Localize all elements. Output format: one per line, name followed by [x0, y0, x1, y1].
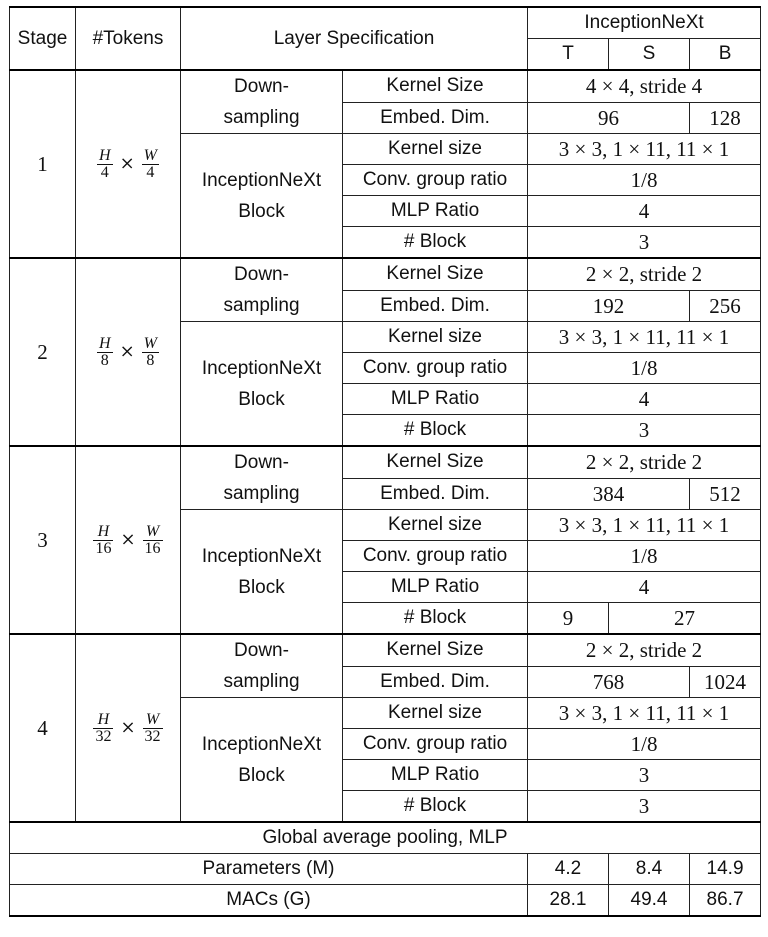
stage-number: 2: [10, 258, 76, 446]
embed-dim-ts: 96: [528, 102, 690, 134]
downsampling-label: Down- sampling: [181, 446, 343, 510]
stage-1-row-ds-kernel: [10, 70, 761, 102]
header-variant-t: T: [528, 39, 609, 71]
header-layer-spec: Layer Specification: [181, 7, 528, 70]
parameters-label: Parameters (M): [10, 854, 528, 885]
block-label: InceptionNeXt Block: [181, 134, 343, 259]
kernel-size-label: Kernel Size: [343, 446, 528, 478]
mlp-ratio-label: MLP Ratio: [343, 196, 528, 227]
mlp-ratio-value: 4: [528, 572, 761, 603]
header-tokens: #Tokens: [76, 7, 181, 70]
group-ratio-value: 1/8: [528, 165, 761, 196]
group-ratio-value: 1/8: [528, 541, 761, 572]
kernel-size-label: Kernel size: [343, 510, 528, 541]
embed-dim-b: 256: [690, 290, 761, 322]
mlp-ratio-value: 4: [528, 196, 761, 227]
mlp-ratio-label: MLP Ratio: [343, 384, 528, 415]
num-block-value-sb: 27: [609, 603, 761, 635]
embed-dim-b: 512: [690, 478, 761, 510]
macs-s: 49.4: [609, 885, 690, 917]
num-block-label: # Block: [343, 227, 528, 259]
num-block-value: 3: [528, 791, 761, 823]
num-block-value: 3: [528, 227, 761, 259]
macs-label: MACs (G): [10, 885, 528, 917]
stage-4-row-ds-kernel: [10, 634, 761, 666]
token-size: $\frac{H}{32}$ × $\frac{W}{32}$: [76, 634, 181, 822]
architecture-table-container: [9, 6, 760, 917]
kernel-size-label: Kernel size: [343, 322, 528, 353]
macs-t: 28.1: [528, 885, 609, 917]
group-ratio-label: Conv. group ratio: [343, 165, 528, 196]
group-ratio-label: Conv. group ratio: [343, 729, 528, 760]
block-label: InceptionNeXt Block: [181, 510, 343, 635]
ds-kernel-value: 2 × 2, stride 2: [528, 258, 761, 290]
ds-kernel-value: 2 × 2, stride 2: [528, 634, 761, 666]
stage-2-row-ds-kernel: [10, 258, 761, 290]
downsampling-label: Down- sampling: [181, 634, 343, 698]
parameters-s: 8.4: [609, 854, 690, 885]
parameters-b: 14.9: [690, 854, 761, 885]
header-row-1: [10, 7, 761, 39]
mlp-ratio-label: MLP Ratio: [343, 572, 528, 603]
num-block-label: # Block: [343, 603, 528, 635]
parameters-row: [10, 854, 761, 885]
num-block-label: # Block: [343, 791, 528, 823]
embed-dim-label: Embed. Dim.: [343, 102, 528, 134]
global-pooling-row: [10, 822, 761, 854]
kernel-size-label: Kernel size: [343, 134, 528, 165]
ds-kernel-value: 2 × 2, stride 2: [528, 446, 761, 478]
block-label: InceptionNeXt Block: [181, 322, 343, 447]
stage-3-row-ds-kernel: [10, 446, 761, 478]
num-block-value: 3: [528, 415, 761, 447]
group-ratio-label: Conv. group ratio: [343, 541, 528, 572]
token-size: $\frac{H}{16}$ × $\frac{W}{16}$: [76, 446, 181, 634]
ds-kernel-value: 4 × 4, stride 4: [528, 70, 761, 102]
header-stage: Stage: [10, 7, 76, 70]
embed-dim-b: 1024: [690, 666, 761, 698]
mlp-ratio-label: MLP Ratio: [343, 760, 528, 791]
block-label: InceptionNeXt Block: [181, 698, 343, 823]
token-size: $\frac{H}{4}$ × $\frac{W}{4}$: [76, 70, 181, 258]
embed-dim-ts: 768: [528, 666, 690, 698]
stage-number: 4: [10, 634, 76, 822]
group-ratio-label: Conv. group ratio: [343, 353, 528, 384]
macs-b: 86.7: [690, 885, 761, 917]
block-kernel-value: 3 × 3, 1 × 11, 11 × 1: [528, 510, 761, 541]
macs-row: [10, 885, 761, 917]
group-ratio-value: 1/8: [528, 353, 761, 384]
mlp-ratio-value: 4: [528, 384, 761, 415]
mlp-ratio-value: 3: [528, 760, 761, 791]
embed-dim-label: Embed. Dim.: [343, 478, 528, 510]
token-size: $\frac{H}{8}$ × $\frac{W}{8}$: [76, 258, 181, 446]
block-kernel-value: 3 × 3, 1 × 11, 11 × 1: [528, 698, 761, 729]
kernel-size-label: Kernel size: [343, 698, 528, 729]
block-kernel-value: 3 × 3, 1 × 11, 11 × 1: [528, 134, 761, 165]
global-pooling-label: Global average pooling, MLP: [10, 822, 761, 854]
downsampling-label: Down- sampling: [181, 258, 343, 322]
group-ratio-value: 1/8: [528, 729, 761, 760]
downsampling-label: Down- sampling: [181, 70, 343, 134]
num-block-label: # Block: [343, 415, 528, 447]
embed-dim-ts: 192: [528, 290, 690, 322]
kernel-size-label: Kernel Size: [343, 70, 528, 102]
embed-dim-ts: 384: [528, 478, 690, 510]
stage-number: 1: [10, 70, 76, 258]
header-variant-s: S: [609, 39, 690, 71]
num-block-value-t: 9: [528, 603, 609, 635]
kernel-size-label: Kernel Size: [343, 634, 528, 666]
parameters-t: 4.2: [528, 854, 609, 885]
embed-dim-label: Embed. Dim.: [343, 290, 528, 322]
header-variant-b: B: [690, 39, 761, 71]
block-kernel-value: 3 × 3, 1 × 11, 11 × 1: [528, 322, 761, 353]
stage-number: 3: [10, 446, 76, 634]
inceptionnext-spec-table: [9, 6, 761, 917]
kernel-size-label: Kernel Size: [343, 258, 528, 290]
header-model: InceptionNeXt: [528, 7, 761, 39]
embed-dim-label: Embed. Dim.: [343, 666, 528, 698]
embed-dim-b: 128: [690, 102, 761, 134]
